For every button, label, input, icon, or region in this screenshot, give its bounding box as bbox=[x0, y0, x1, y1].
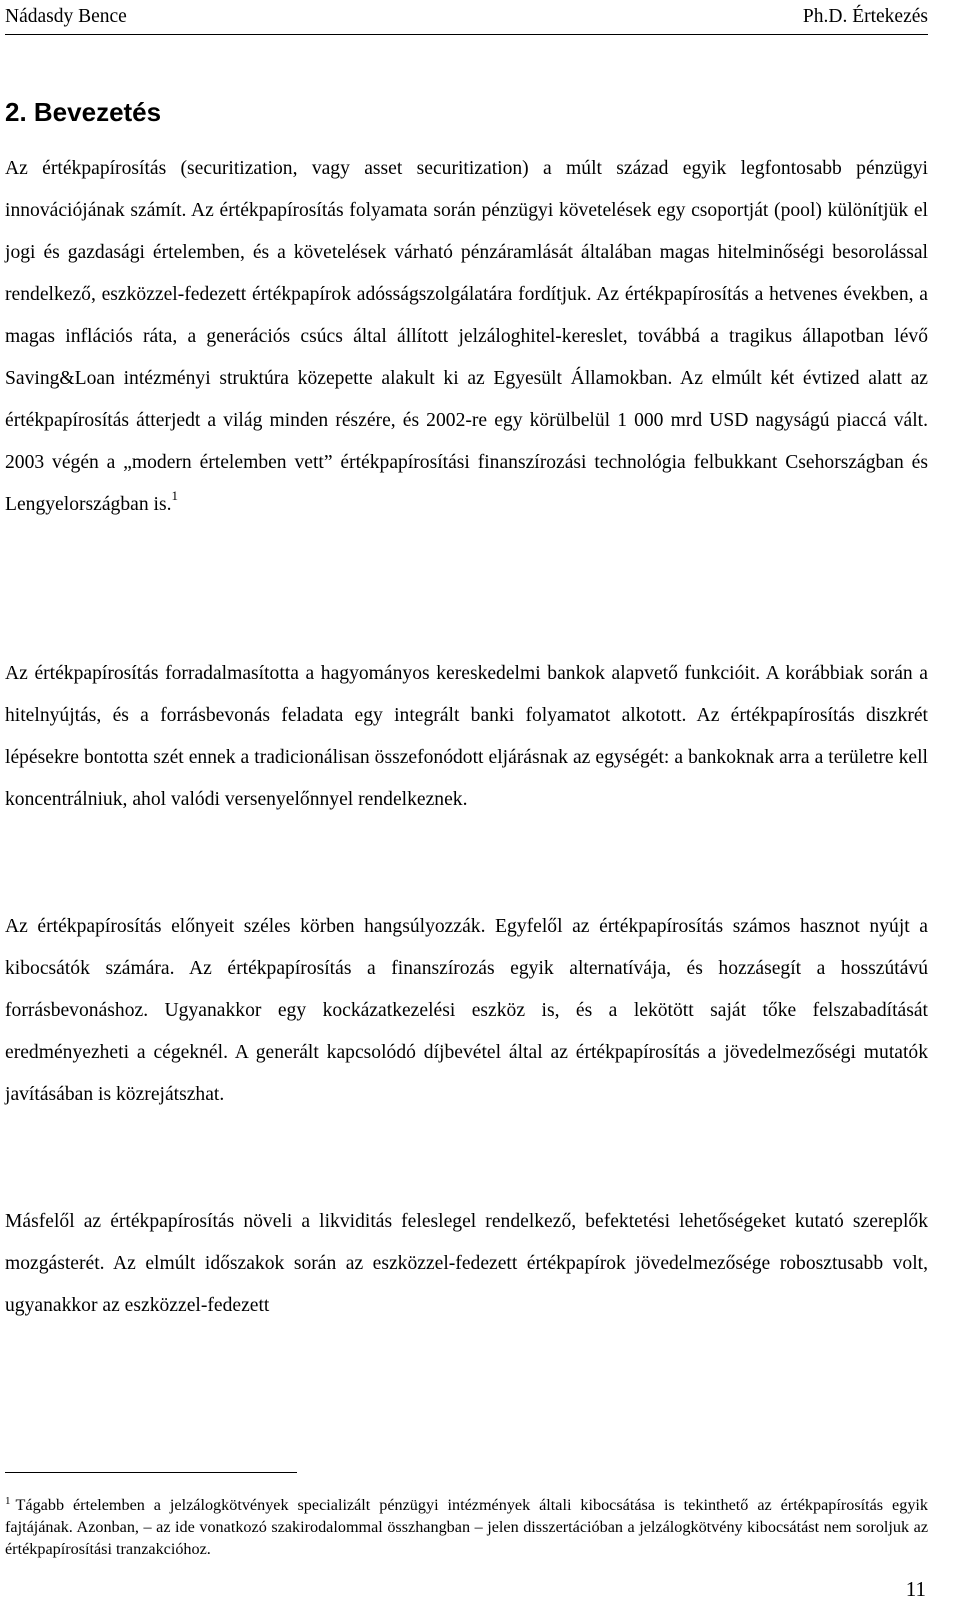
paragraph-1-text: Az értékpapírosítás (securitization, vagy asset securitization) a múlt század egyik legfontosabb pénzügyi innovációjának számít. Az értékpapírosítás folyamata során pénzügyi követelések egy csoportját (pool) különítjük el jogi és gazdasági értelemben, és a követelések várható pénzáramlását általában magas hitelminőségi besorolással rendelkező, eszközzel-fedezett értékpapírok adósságszolgálatára fordítjuk. Az értékpapírosítás a hetvenes években, a magas inflációs ráta, a generációs csúcs által állított jelzáloghitel-kereslet, továbbá a tragikus állapotban lévő Saving&Loan intézményi struktúra közepette alakult ki az Egyesült Államokban. Az elmúlt két évtized alatt az értékpapírosítás átterjedt a világ minden részére, és 2002-re egy körülbelül 1 000 mrd USD nagyságú piaccá vált. 2003 végén a „modern értelemben vett” értékpapírosítási finanszírozási technológia felbukkant Csehországban és Lengyelországban is. bbox=[5, 158, 928, 515]
header-rule bbox=[5, 34, 928, 35]
footnote-text: Tágabb értelemben a jelzálogkötvények specializált pénzügyi intézmények általi kibocsátása is tekinthető az értékpapírosítás egyik fajtájának. Azonban, – az ide vonatkozó szakirodalommal összhangban – jelen disszertációban a jelzálogkötvény kibocsátást nem soroljuk az értékpapírosítási tranzakcióhoz. bbox=[5, 1496, 928, 1558]
paragraph-3: Az értékpapírosítás előnyeit széles körben hangsúlyozzák. Egyfelől az értékpapírosítás számos hasznot nyújt a kibocsátók számára. Az értékpapírosítás a finanszírozás egyik alternatívája, és hozzásegít a hosszútávú forrásbevonáshoz. Ugyanakkor egy kockázatkezelési eszköz is, és a lekötött saját tőke felszabadítását eredményezheti a cégeknél. A generált kapcsolódó díjbevétel által az értékpapírosítás a jövedelmezőségi mutatók javításában is közrejátszhat. bbox=[5, 916, 928, 1105]
section-heading: 2. Bevezetés bbox=[5, 97, 162, 127]
page-number: 11 bbox=[905, 1577, 926, 1601]
paragraph-2: Az értékpapírosítás forradalmasította a hagyományos kereskedelmi bankok alapvető funkcióit. A korábbiak során a hitelnyújtás, és a forrásbevonás feladata egy integrált banki folyamatot alkotott. Az értékpapírosítás diszkrét lépésekre bontotta szét ennek a tradicionálisan összefonódott eljárásnak az egységét: a bankoknak arra a területre kell koncentrálniuk, ahol valódi versenyelőnnyel rendelkeznek. bbox=[5, 663, 928, 810]
paragraph-1 bbox=[5, 148, 928, 526]
header-doc-type: Ph.D. Értekezés bbox=[802, 6, 928, 27]
footnote-number: 1 bbox=[5, 1494, 11, 1507]
footnote-separator bbox=[5, 1472, 297, 1473]
header-author: Nádasdy Bence bbox=[5, 6, 127, 27]
paragraph-4: Másfelől az értékpapírosítás növeli a likviditás feleslegel rendelkező, befektetési lehetőségeket kutató szereplők mozgásterét. Az elmúlt időszakok során az eszközzel-fedezett értékpapírok jövedelmezősége robosztusabb volt, ugyanakkor az eszközzel-fedezett bbox=[5, 1211, 928, 1316]
footnote bbox=[5, 1494, 928, 1560]
page-header bbox=[5, 4, 928, 30]
footnote-ref[interactable]: 1 bbox=[171, 488, 178, 504]
